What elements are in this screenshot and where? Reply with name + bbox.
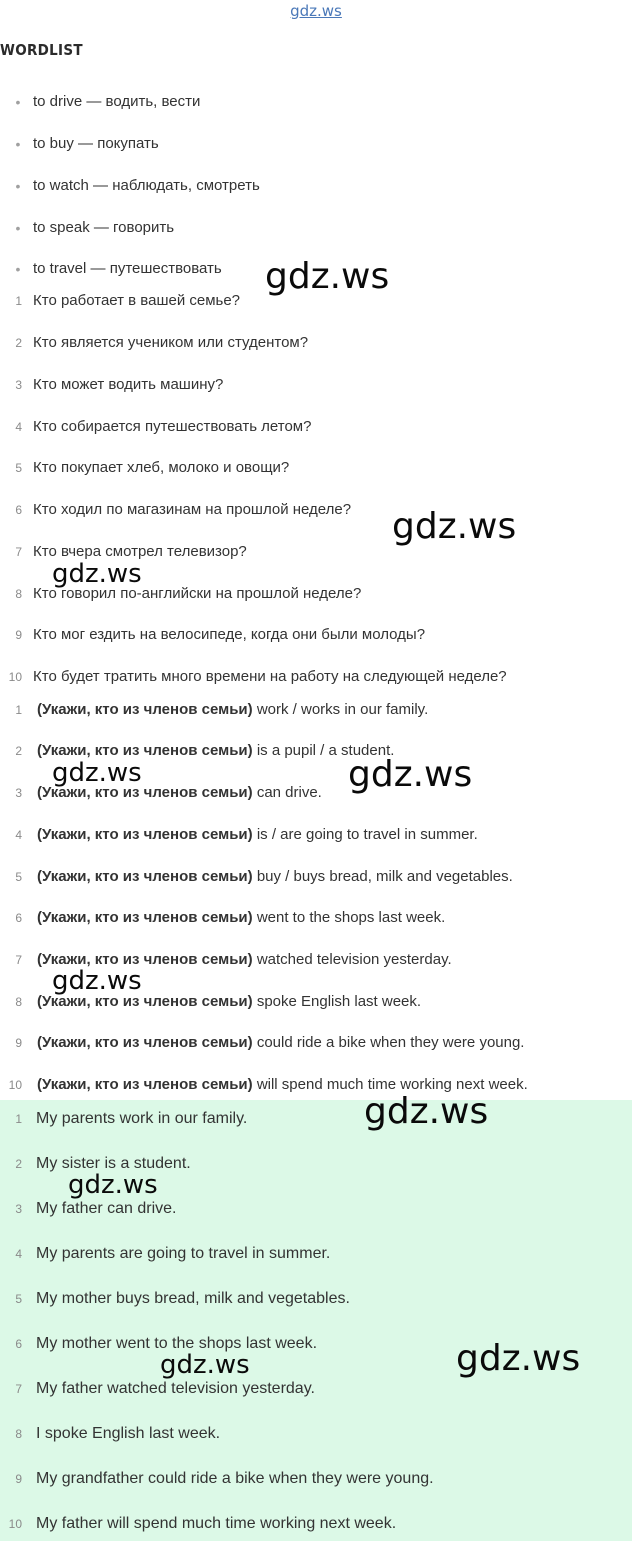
template-text	[37, 699, 428, 721]
template-hint: (Укажи, кто из членов семьи)	[37, 742, 253, 759]
question-text: Кто мог ездить на велосипеде, когда они были молоды?	[33, 626, 426, 643]
item-number: 9	[15, 628, 22, 642]
item-number: 7	[15, 1382, 22, 1396]
bullet-icon: •	[15, 220, 21, 236]
watermark: gdz.ws	[265, 256, 390, 297]
watermark: gdz.ws	[52, 966, 142, 996]
template-hint: (Укажи, кто из членов семьи)	[37, 1034, 253, 1051]
template-sentence: spoke English last week.	[256, 993, 422, 1010]
question-text: Кто является учеником или студентом?	[33, 334, 309, 351]
answer-text: My sister is a student.	[36, 1155, 191, 1172]
template-text	[37, 907, 445, 929]
bullet-icon: •	[15, 178, 21, 194]
template-hint: (Укажи, кто из членов семьи)	[37, 826, 253, 843]
item-number: 10	[8, 1078, 22, 1092]
item-number: 9	[15, 1472, 22, 1486]
item-number: 3	[15, 1202, 22, 1216]
answer-text: My father will spend much time working next week.	[36, 1515, 397, 1532]
item-number: 4	[15, 1247, 22, 1261]
wordlist-item-text: to drive — водить, вести	[33, 93, 201, 110]
bullet-icon: •	[15, 136, 21, 152]
bullet-icon: •	[15, 261, 21, 277]
item-number: 9	[15, 1036, 22, 1050]
item-number: 10	[8, 670, 22, 684]
watermark: gdz.ws	[348, 754, 473, 795]
item-number: 2	[15, 744, 22, 758]
item-number: 6	[15, 503, 22, 517]
template-sentence: will spend much time working next week.	[256, 1076, 528, 1093]
template-hint: (Укажи, кто из членов семьи)	[37, 868, 253, 885]
wordlist-item-text: to speak — говорить	[33, 219, 175, 236]
wordlist-item-text: to watch — наблюдать, смотреть	[33, 177, 260, 194]
item-number: 4	[15, 828, 22, 842]
item-number: 10	[8, 1517, 22, 1531]
template-sentence: buy / buys bread, milk and vegetables.	[256, 868, 513, 885]
template-hint: (Укажи, кто из членов семьи)	[37, 1076, 253, 1093]
watermark: gdz.ws	[52, 559, 142, 589]
wordlist-heading: WORDLIST	[0, 41, 83, 59]
template-sentence: went to the shops last week.	[256, 909, 446, 926]
item-number: 2	[15, 336, 22, 350]
answer-text: My father watched television yesterday.	[36, 1380, 315, 1397]
template-text	[37, 824, 478, 846]
bullet-icon: •	[15, 94, 21, 110]
answer-text: My grandfather could ride a bike when they were young.	[36, 1470, 434, 1487]
question-text: Кто собирается путешествовать летом?	[33, 418, 312, 435]
item-number: 3	[15, 378, 22, 392]
item-number: 1	[15, 1112, 22, 1126]
item-number: 5	[15, 461, 22, 475]
answer-text: My parents work in our family.	[36, 1110, 248, 1127]
template-sentence: could ride a bike when they were young.	[256, 1034, 525, 1051]
template-hint: (Укажи, кто из членов семьи)	[37, 784, 253, 801]
template-sentence: watched television yesterday.	[256, 951, 452, 968]
watermark: gdz.ws	[364, 1091, 489, 1132]
answer-text: My parents are going to travel in summer.	[36, 1245, 331, 1262]
template-hint: (Укажи, кто из членов семьи)	[37, 701, 253, 718]
answer-text: My mother buys bread, milk and vegetables.	[36, 1290, 350, 1307]
template-sentence: can drive.	[256, 784, 322, 801]
template-hint: (Укажи, кто из членов семьи)	[37, 909, 253, 926]
template-hint: (Укажи, кто из членов семьи)	[37, 993, 253, 1010]
watermark: gdz.ws	[52, 758, 142, 788]
wordlist-item-text: to buy — покупать	[33, 135, 159, 152]
template-text	[37, 866, 513, 888]
item-number: 7	[15, 545, 22, 559]
answer-text: My father can drive.	[36, 1200, 177, 1217]
item-number: 6	[15, 1337, 22, 1351]
template-sentence: is a pupil / a student.	[256, 742, 395, 759]
question-text: Кто работает в вашей семье?	[33, 292, 241, 309]
template-sentence: work / works in our family.	[256, 701, 429, 718]
question-text: Кто может водить машину?	[33, 376, 224, 393]
question-text: Кто говорил по-английски на прошлой неделе?	[33, 585, 362, 602]
template-hint: (Укажи, кто из членов семьи)	[37, 951, 253, 968]
watermark: gdz.ws	[160, 1350, 250, 1380]
item-number: 8	[15, 1427, 22, 1441]
item-number: 2	[15, 1157, 22, 1171]
item-number: 8	[15, 995, 22, 1009]
item-number: 1	[15, 703, 22, 717]
item-number: 1	[15, 294, 22, 308]
question-text: Кто покупает хлеб, молоко и овощи?	[33, 459, 290, 476]
item-number: 5	[15, 1292, 22, 1306]
item-number: 4	[15, 420, 22, 434]
wordlist-item-text: to travel — путешествовать	[33, 260, 222, 277]
question-text: Кто вчера смотрел телевизор?	[33, 543, 247, 560]
template-sentence: is / are going to travel in summer.	[256, 826, 478, 843]
item-number: 6	[15, 911, 22, 925]
item-number: 7	[15, 953, 22, 967]
watermark: gdz.ws	[456, 1338, 581, 1379]
item-number: 5	[15, 870, 22, 884]
question-text: Кто будет тратить много времени на работу на следующей неделе?	[33, 668, 507, 685]
answer-text: I spoke English last week.	[36, 1425, 221, 1442]
item-number: 8	[15, 587, 22, 601]
template-text	[37, 1032, 524, 1054]
site-link[interactable]: gdz.ws	[290, 2, 342, 20]
item-number: 3	[15, 786, 22, 800]
answer-text: My mother went to the shops last week.	[36, 1335, 318, 1352]
watermark: gdz.ws	[392, 506, 517, 547]
question-text: Кто ходил по магазинам на прошлой неделе?	[33, 501, 352, 518]
watermark: gdz.ws	[68, 1170, 158, 1200]
